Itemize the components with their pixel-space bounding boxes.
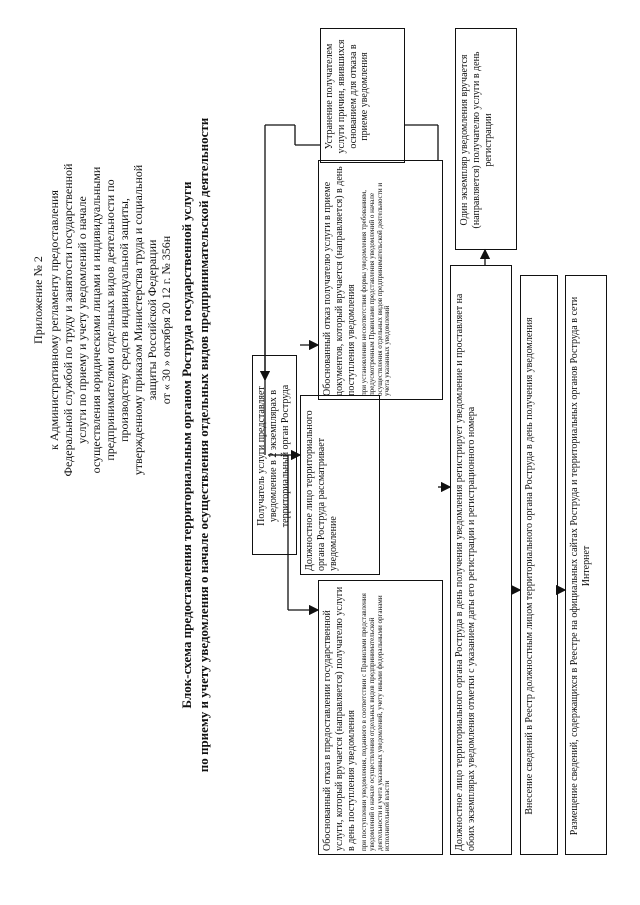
header-line-1: Приложение № 2 [31,256,45,344]
header-line-6: предпринимателями отдельных видов деятельности по [103,179,117,461]
box-copy [455,28,517,250]
title-line-1: Блок-схема предоставления территориальным органом Роструда государственной услуги [179,181,194,709]
box-refuse-docs-content [319,161,444,401]
title-line-2: по приему и учету уведомления о начале осуществления отдельных видов предпринимательской деятельности [196,117,211,773]
box-refuse-service-content [319,581,444,856]
refuse-service-main: Обоснованный отказ в предоставлении государственной услуги, который вручается (направляется) получателю услуги в день поступления уведомления [322,586,357,851]
header-line-9: защиты Российской Федерации [145,239,159,401]
box-register [450,265,512,855]
header-line-2: к Административному регламенту предоставления [47,190,61,450]
box-registry-text: Внесение сведений в Реестр должностным лицом территориального органа Роструда в день получения уведомления [524,317,535,815]
header-line-5: осуществления юридическими лицами и индивидуальными [89,166,103,474]
box-registry [520,275,558,855]
refuse-docs-main: Обоснованный отказ получателю услуги в приеме документов, который вручается (направляется) в день поступления уведомления [322,166,357,396]
box-submit [252,355,297,555]
refuse-service-note: при поступлении уведомления, поданного в соответствии с Правилами представления уведомлений о начале осуществления отдельных видов предпринимательской деятельности и учета указанных уведомлений, учету иными федеральными органами исполнительной власти [360,593,392,851]
box-copy-text: Один экземпляр уведомления вручается (направляется) получателю услуги в день регистрации [459,51,494,229]
box-review [300,395,380,575]
box-fix [320,28,405,163]
header-line-7: производству средств индивидуальной защиты, [117,198,131,442]
box-publish [565,275,607,855]
box-publish-text: Размещение сведений, содержащихся в Реестре на официальных сайтах Роструда и территориальных органов Роструда в сети Интернет [569,296,592,836]
refuse-docs-note: при установлении несоответствия формы уведомления требованиям, предусмотренным Правилами представления уведомлений о начале осуществления отдельных видов предпринимательской деятельности и учета указанных уведомлений [360,182,392,396]
box-fix-text: Устранение получателем услуги причин, явившихся основанием для отказа в приеме уведомления [324,39,371,154]
header-line-4: услуги по приему и учету уведомлений о начале [75,196,89,444]
header-date-line: от « 30 » октября 20 12 г. № 356н [159,235,173,405]
box-refuse-docs [318,160,443,400]
box-submit-text: Получатель услуги представляет уведомление в 2 экземплярах в территориальный орган Роструда [256,384,291,528]
header-line-8: утвержденному приказом Министерства труда и социальной [131,164,145,476]
box-register-text: Должностное лицо территориального органа Роструда в день получения уведомления регистрирует уведомление и проставляет на обоих экземплярах уведомления отметки с указанием даты его регистрации и регистрационного номера [454,293,477,851]
header-line-3: Федеральной службой по труду и занятости государственной [61,163,75,477]
box-review-text: Должностное лицо территориального органа Роструда рассматривает уведомление [304,410,339,571]
box-refuse-service [318,580,443,855]
